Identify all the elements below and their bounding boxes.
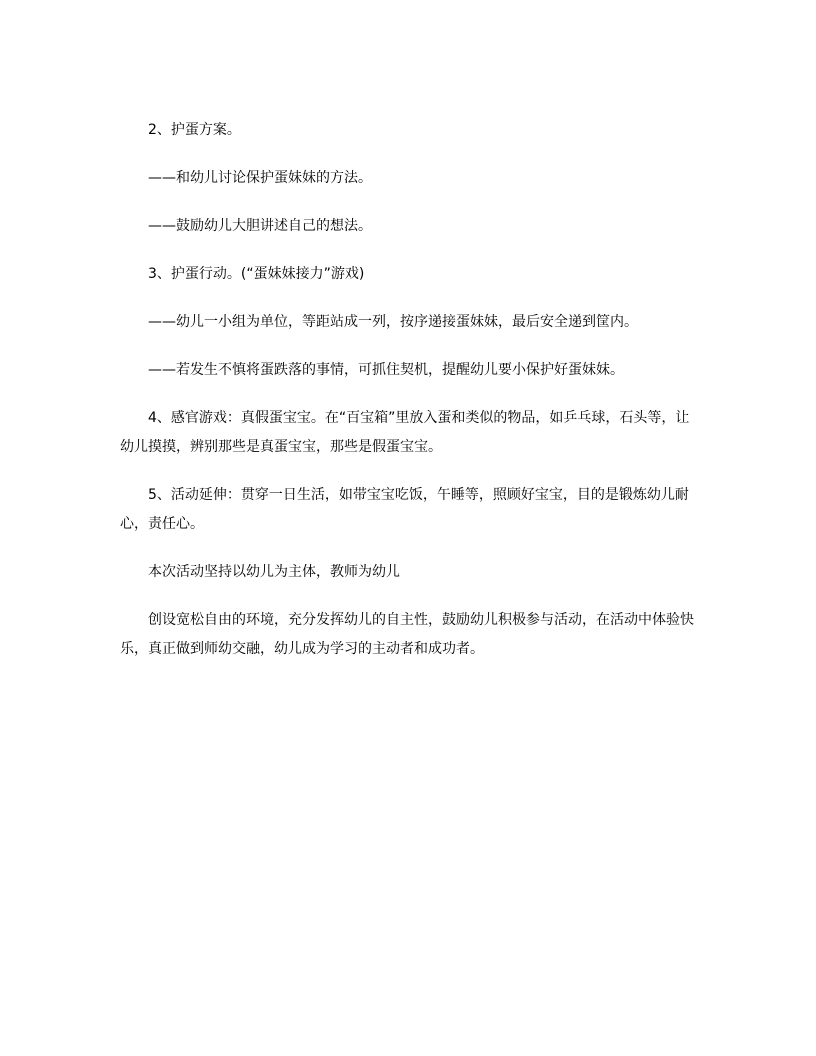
paragraph-sensory-game: 4、感官游戏：真假蛋宝宝。在“百宝箱”里放入蛋和类似的物品，如乒乓球，石头等，让幼儿摸摸，辨别那些是真蛋宝宝，那些是假蛋宝宝。 <box>120 410 690 455</box>
paragraph-activity-extension: 5、活动延伸：贯穿一日生活，如带宝宝吃饭，午睡等，照顾好宝宝，目的是锻炼幼儿耐心，责任心。 <box>120 487 689 532</box>
document-body <box>120 116 696 683</box>
paragraph-activity-summary: 本次活动坚持以幼儿为主体，教师为幼儿 <box>148 564 400 580</box>
paragraph-egg-protection-action: 3、护蛋行动。(“蛋妹妹接力”游戏) <box>148 266 365 282</box>
paragraph-drop-accident: ——若发生不慎将蛋跌落的事情，可抓住契机，提醒幼儿要小保护好蛋妹妹。 <box>148 362 624 378</box>
paragraph-environment: 创设宽松自由的环境，充分发挥幼儿的自主性，鼓励幼儿积极参与活动，在活动中体验快乐，真正做到师幼交融，幼儿成为学习的主动者和成功者。 <box>120 612 694 657</box>
paragraph-egg-protection-plan: 2、护蛋方案。 <box>148 122 241 138</box>
paragraph-discuss-methods: ——和幼儿讨论保护蛋妹妹的方法。 <box>148 170 372 186</box>
paragraph-group-relay: ——幼儿一小组为单位，等距站成一列，按序递接蛋妹妹，最后安全递到筐内。 <box>148 314 638 330</box>
paragraph-encourage-ideas: ——鼓励幼儿大胆讲述自己的想法。 <box>148 218 372 234</box>
